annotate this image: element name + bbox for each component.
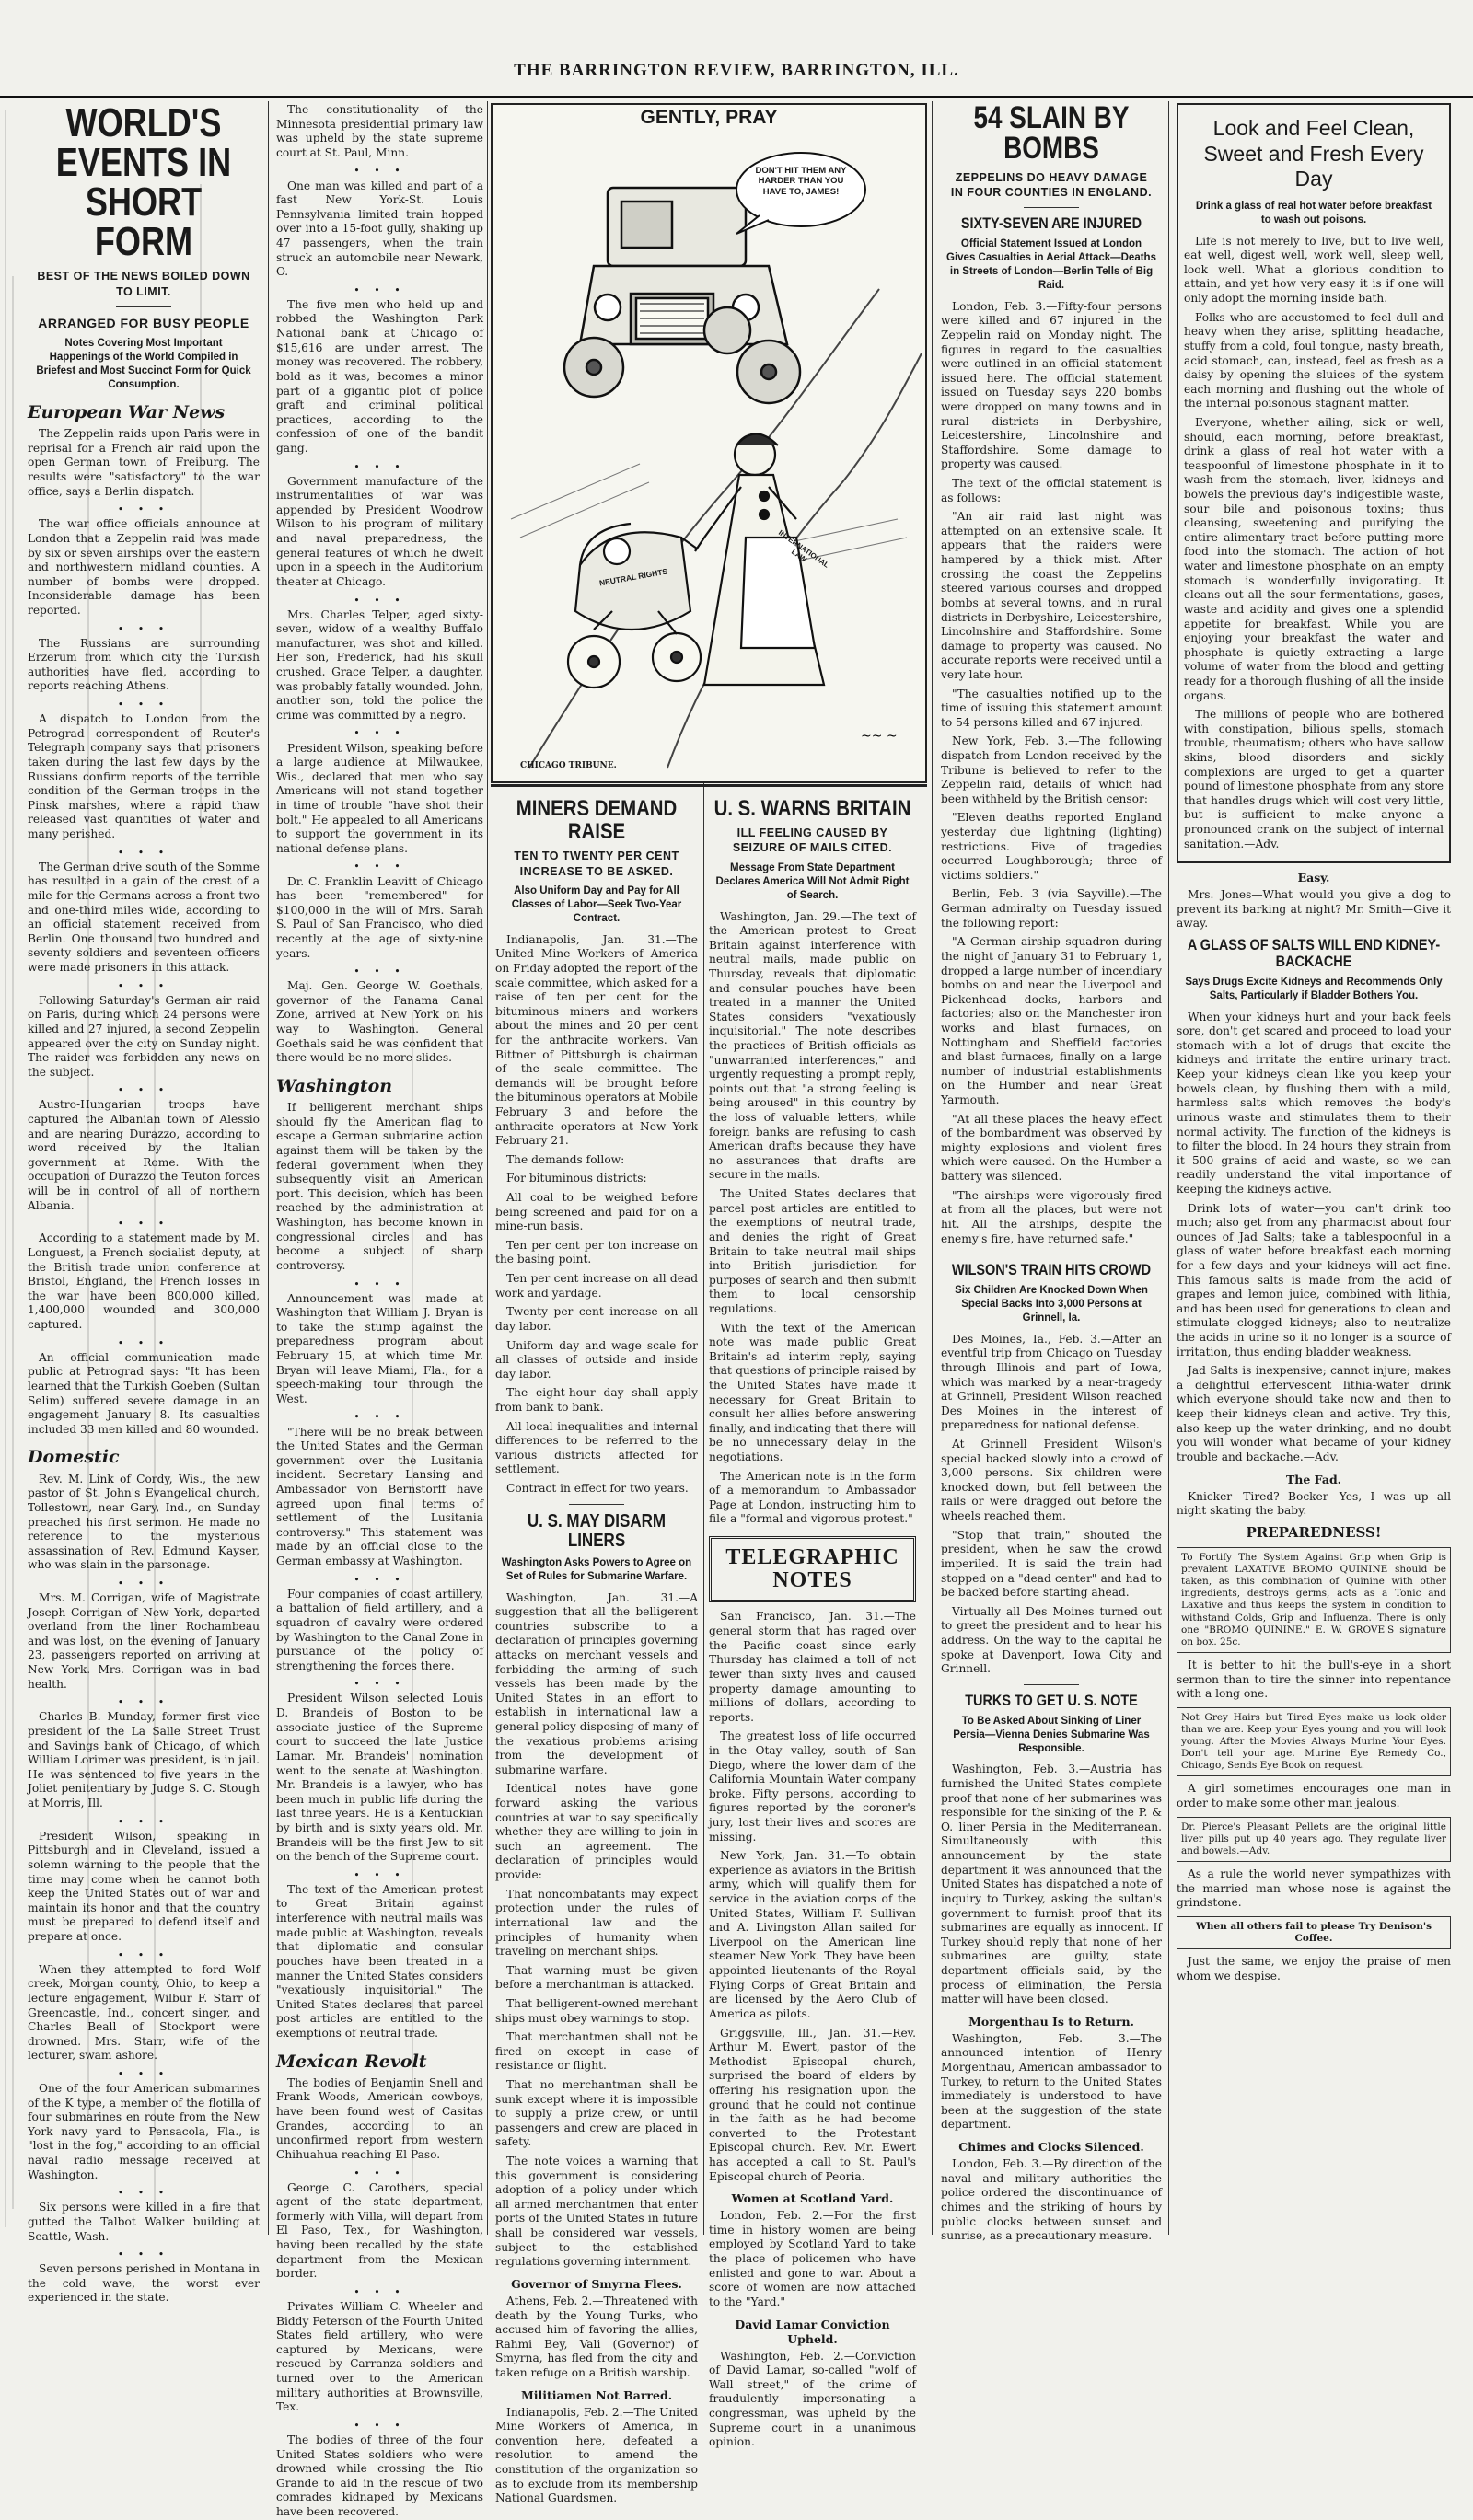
paragraph: The constitutionality of the Minnesota presidential primary law was upheld by the state supreme court at St. Paul, Minn.	[276, 103, 483, 159]
subdeck-miners: Also Uniform Day and Pay for All Classes of Labor—Seek Two-Year Contract.	[511, 884, 682, 924]
paragraph: The text of the official statement is as follows:	[941, 477, 1162, 504]
item-separator: • • •	[354, 460, 406, 473]
item-scotland-yard: London, Feb. 2.—For the first time in history women are being employed by Scotland Yard to take the place of policemen who have enlisted and gone to war. About a score of women are now attached to the "Yard."	[709, 2209, 916, 2308]
section-washington: Washington	[276, 1075, 393, 1096]
item-separator: • • •	[354, 1277, 406, 1290]
item-militia: Indianapolis, Feb. 2.—The United Mine Workers of America, in convention here, defeated a resolution to amend the constitution of the organization so as to exclude from its membership National Guardsmen.	[495, 2405, 698, 2505]
column-5	[941, 100, 1162, 2243]
paragraph: Virtually all Des Moines turned out to greet the president and to hear his address. On the way to the capital he spoke at Davenport, Iowa City and Grinnell.	[941, 1604, 1162, 1676]
section-domestic: Domestic	[28, 1447, 120, 1468]
item-morgenthau: Washington, Feb. 3.—The announced intention of Henry Morgenthau, American ambassador to Turkey, to return to the United States immediately is understood to have been at the suggestion of the state department.	[941, 2031, 1162, 2132]
section-european-war: European War News	[28, 401, 226, 422]
paragraph: "At all these places the heavy effect of the bombardment was observed by mighty explosions and violent fires which were caused. On the Humber a battery was silenced.	[941, 1112, 1162, 1184]
subdeck-warns-britain: Message From State Department Declares America Will Not Admit Right of Search.	[715, 861, 910, 901]
label-international-law: INTERNATIONAL LAW	[776, 528, 831, 570]
paragraph: President Wilson, speaking in Pittsburgh and in Cleveland, issued a solemn warning to the people that the time may come when he cannot both keep the United States out of war and maintain its honor and that the country must be prepared to defend itself and prepare at once.	[28, 1829, 260, 1943]
item-separator: • • •	[354, 2419, 406, 2432]
paragraph: "Eleven deaths reported England yesterday due lightning (lighting) restrictions. Five of tragedies occurred Loughborough; three of victims soldiers."	[941, 811, 1162, 882]
item-separator: • • •	[117, 503, 170, 516]
paragraph: A dispatch to London from the Petrograd correspondent of Reuter's Telegraph company says that prisoners taken during the last few days by the Russians confirm reports of the terrible condition of the German troops in the Pinsk marshes, where a rapid thaw released vast quantities of water and many perished.	[28, 712, 260, 841]
item-separator: • • •	[354, 1868, 406, 1881]
column-rule	[487, 101, 488, 2235]
paragraph: That merchantmen shall not be fired on except in case of resistance or flight.	[495, 2030, 698, 2073]
paragraph: New York, Jan. 31.—To obtain experience as aviators in the British army, which will qualify them for service in the aviation corps of the United States, William F. Sullivan and A. Livingston Allan sailed for Liverpool on the American line steamer New York. They have been appointed lieutenants of the Royal Flying Corps of Great Britain and are licensed by the Aero Club of America as pilots.	[709, 1849, 916, 2020]
paragraph: "An air raid last night was attempted on an extensive scale. It appears that the raiders were hampered by a thick mist. After crossing the coast the Zeppelins steered various courses and dropped bombs at several towns, and in rural districts in Derbyshire, Leicestershire, Lincolnshire and Staffordshire. Some damage to property was caused. No accurate reports were received until a very late hour.	[941, 510, 1162, 681]
item-head-chimes: Chimes and Clocks Silenced.	[958, 2140, 1144, 2155]
deck-best-of-news: BEST OF THE NEWS BOILED DOWN TO LIMIT.	[37, 270, 250, 298]
ad-denison: When all others fail to please Try Denison's Coffee.	[1177, 1916, 1451, 1949]
paragraph: The greatest loss of life occurred in the Otay valley, south of San Diego, where the lower dam of the California Mountain Water company broke. Fifty persons, according to figures reported by the coroner's jury, lost their lives and scores are missing.	[709, 1729, 916, 1844]
svg-text:~~ ~: ~~ ~	[861, 729, 898, 744]
headline-turks: TURKS TO GET U. S. NOTE	[965, 1691, 1138, 1709]
headline-sixty-seven: SIXTY-SEVEN ARE INJURED	[960, 214, 1142, 233]
subdeck-disarm: Washington Asks Powers to Agree on Set of Rules for Submarine Warfare.	[501, 1556, 692, 1582]
paragraph: Following Saturday's German air raid on Paris, during which 24 persons were killed and 27 injured, a second Zeppelin appeared over the city on Sunday night. The raider was forbidden any news on the subject.	[28, 993, 260, 1079]
paragraph: "A German airship squadron during the night of January 31 to February 1, dropped a large number of incendiary bombs on and near the Liverpool and Pickenhead docks, harbors and factories; also on the Manchester iron works and blast furnaces, on Nottingham and Sheffield factories and blast furnaces, finally on a large number of industrial establishments on the Humber and near Great Yarmouth.	[941, 935, 1162, 1107]
column-4	[709, 792, 916, 2449]
ad-hot-water	[1177, 103, 1451, 863]
cartoon-drawing	[493, 133, 922, 768]
ad-preparedness-title: PREPAREDNESS!	[1246, 1523, 1382, 1541]
item-separator: • • •	[354, 165, 406, 178]
label-neutral-rights: NEUTRAL RIGHTS	[598, 566, 668, 588]
headline-wilson-train: WILSON'S TRAIN HITS CROWD	[951, 1261, 1152, 1279]
ad-salts-title: A GLASS OF SALTS WILL END KIDNEY-BACKACHE	[1187, 936, 1441, 970]
paragraph: Charles B. Munday, former first vice president of the La Salle Street Trust and Savings bank of Chicago, of which William Lorimer was president, is in jail. He was sentenced to five years in the Joliet penitentiary by Judge S. C. Stough at Morris, Ill.	[28, 1710, 260, 1810]
ad-salts-body	[1177, 1011, 1451, 1465]
paragraph: "There will be no break between the United States and the German government over the Lusitania incident. Secretary Lansing and Ambassador von Bernstorff have agreed upon final terms of settlement of the Lusitania controversy." This statement was made by an official close to the German embassy at Washington.	[276, 1425, 483, 1568]
paragraph: Griggsville, Ill., Jan. 31.—Rev. Arthur M. Ewert, pastor of the Methodist Episcopal church, surprised the board of elders by offering his resignation upon the ground that he could not continue in the faith as he had become converted to the Protestant Episcopal church. Rev. Mr. Ewert has accepted a call to St. Paul's Episcopal church of Peoria.	[709, 2026, 916, 2183]
paragraph: The text of the American protest to Great Britain against interference with neutral mails was made public at Washington, reveals that diplomatic and consular pouches have been treated in a manner the United States considers "vexatiously inquisitorial." The United States declares that parcel post articles are entitled to the exemptions of neutral trade.	[276, 1882, 483, 2040]
subdeck-turks: To Be Asked About Sinking of Liner Persia—Vienna Denies Submarine Was Responsible.	[953, 1715, 1150, 1754]
paragraph: Contract in effect for two years.	[506, 1482, 689, 1496]
filler-grindstone: As a rule the world never sympathizes with the married man whose nose is against the grindstone.	[1177, 1867, 1451, 1910]
paragraph: The note voices a warning that this government is considering adoption of a policy under which all armed merchantmen that enter ports of the United States in future shall be considered war vessels, subject to the established regulations governing internment.	[495, 2155, 698, 2269]
column-3	[495, 792, 698, 2505]
paragraph: Uniform day and wage scale for all classes of outside and inside day labor.	[495, 1338, 698, 1381]
paragraph: The five men who held up and robbed the Washington Park National bank at Chicago of $15,616 are under arrest. The money was recovered. The robbery, bold as it was, becomes a minor part of a gigantic plot of police graft and criminal political practices, according to the confession of one of the bandit gang.	[276, 297, 483, 455]
paragraph: Indianapolis, Jan. 31.—The United Mine Workers of America on Friday adopted the report of the scale committee, which asked for a raise of ten per cent for the bituminous miners and workers about the mines and 20 per cent for the anthracite workers. Van Bittner of Pittsburgh is chairman of the scale committee. The demands will be brought before the bituminous operators at Mobile February 3 and before the anthracite operators at New York February 21.	[495, 932, 698, 1148]
filler-praise: Just the same, we enjoy the praise of men whom we despise.	[1177, 1955, 1451, 1982]
paragraph: Mrs. M. Corrigan, wife of Magistrate Joseph Corrigan of New York, departed overland from the liner Rochambeau and was lost, on the evening of January 23, passengers reported on arriving at New York. Mrs. Corrigan was in bad health.	[28, 1591, 260, 1691]
item-separator: • • •	[354, 594, 406, 607]
paragraph: Des Moines, Ia., Feb. 3.—After an eventful trip from Chicago on Tuesday through Illinois and part of Iowa, which was marked by a near-tragedy at Grinnell, President Wilson reached Des Moines in the interest of preparedness for national defense.	[941, 1332, 1162, 1432]
story-zeppelins	[941, 300, 1162, 1246]
paragraph: Six persons were killed in a fire that gutted the Talbot Walker building at Seattle, Wash.	[28, 2201, 260, 2243]
paragraph: Washington, Feb. 3.—Austria has furnished the United States complete proof that none of her submarines was responsible for the sinking of the P. & O. liner Persia in the Mediterranean. Simultaneously with this announcement by the state department it was announced that the United States has dispatched a note of inquiry to Turkey, asking the sultan's government to furnish proof that its submarines are equally as innocent. If Turkey should reply that none of her submarines are guilty, state department officials said, by the process of elimination, the Persia matter will have been closed.	[941, 1763, 1162, 2006]
deck-busy-people: ARRANGED FOR BUSY PEOPLE	[38, 315, 249, 330]
paragraph: Seven persons perished in Montana in the cold wave, the worst ever experienced in the state.	[28, 2262, 260, 2305]
story-disarm	[495, 1591, 698, 2270]
item-separator: • • •	[354, 283, 406, 296]
subdeck: Notes Covering Most Important Happenings of the World Compiled in Briefest and Most Succinct Form for Quick Consumption.	[36, 338, 251, 390]
filler-bulls-eye: It is better to hit the bull's-eye in a short sermon than to tire the sinner into repentance with a long one.	[1177, 1658, 1451, 1701]
filler-girl: A girl sometimes encourages one man in order to make some other man jealous.	[1177, 1782, 1451, 1809]
paragraph: Twenty per cent increase on all day labor.	[495, 1305, 698, 1333]
paragraph: An official communication made public at Petrograd says: "It has been learned that the Turkish Goeben (Sultan Selim) suffered severe damage in an engagement January 8. Its casualties included 33 men killed and 80 wounded.	[28, 1350, 260, 1436]
divider	[1024, 1684, 1079, 1685]
column-rule	[268, 101, 269, 2235]
masthead-title: THE BARRINGTON REVIEW, BARRINGTON, ILL.	[514, 61, 959, 80]
item-separator: • • •	[117, 846, 170, 859]
paragraph: The German drive south of the Somme has resulted in a gain of the crest of a mile for the Germans across a front two and one-third miles wide, according to an official statement received from Berlin. One thousand two hundred and seventy soldiers and seventeen officers were made prisoners in this attack.	[28, 860, 260, 974]
item-separator: • • •	[117, 979, 170, 992]
ad-hot-water-title: Look and Feel Clean, Sweet and Fresh Every Day	[1203, 116, 1424, 191]
paragraph: Washington, Jan. 31.—A suggestion that all the belligerent countries subscribe to a declaration of principles governing attacks on merchant vessels and forbidding the arming of such vessels has been made by the United States in an effort to establish in international law a general policy disposing of many of the vexatious problems arising from the development of submarine warfare.	[495, 1590, 698, 1776]
telegraphic-items	[709, 1610, 916, 2184]
item-separator: • • •	[354, 1678, 406, 1691]
item-head-scotland-yard: Women at Scotland Yard.	[731, 2191, 894, 2206]
section-mexican-revolt: Mexican Revolt	[276, 2051, 427, 2072]
paragraph: Drink lots of water—you can't drink too much; also get from any pharmacist about four ounces of Jad Salts; take a tablespoonful in a glass of water before breakfast each morning for a few days and your kidneys will act fine. This famous salts is made from the acid of grapes and lemon juice, combined with lithia, and has been used for generations to clean and stimulate clogged kidneys; also to neutralize the acids in urine so it no longer is a source of irritation, thus ending bladder weakness.	[1177, 1201, 1451, 1358]
headline-warns-britain: U. S. WARNS BRITAIN	[713, 796, 911, 821]
news-items-general	[276, 103, 483, 1066]
column-6	[1177, 103, 1451, 2234]
item-separator: • • •	[117, 2187, 170, 2200]
paragraph: Announcement was made at Washington that William J. Bryan is to take the stump against the preparedness program about February 15, at which time Mr. Bryan will leave Miami, Fla., for a speech-making tour through the West.	[276, 1291, 483, 1405]
item-separator: • • •	[354, 861, 406, 873]
paragraph: One man was killed and part of a fast New York-St. Louis Pennsylvania limited train hopped over into a 15-foot gully, shaking up 47 passengers, when the train struck an automobile near Newark, O.	[276, 179, 483, 279]
paragraph: With the text of the American note was made public Great Britain's ad interim reply, saying that questions of principle raised by the United States have made it necessary for Great Britain to consult her allies before answering finally, and indicating that there will be no unnecessary delay in the negotiations.	[709, 1321, 916, 1464]
paragraph: George C. Carothers, special agent of the state department, formerly with Villa, will depart from El Paso, Tex., for Washington, having been recalled by the state department from the Mexican border.	[276, 2180, 483, 2281]
paragraph: Maj. Gen. George W. Goethals, governor of the Panama Canal Zone, arrived at New York on his way to Washington. General Goethals said he was confident that there would be no more slides.	[276, 979, 483, 1065]
story-miners	[495, 933, 698, 1497]
paragraph: The American note is in the form of a memorandum to Ambassador Page at London, instructing him to file a "formal and vigorous protest."	[709, 1469, 916, 1526]
paragraph: The Russians are surrounding Erzerum from which city the Turkish authorities have fled, according to reports reaching Athens.	[28, 636, 260, 693]
ad-murine: Not Grey Hairs but Tired Eyes make us look older than we are. Keep your Eyes young and you will look young. After the Movies Always Murine Your Eyes. Don't tell your age. Murine Eye Remedy Co., Chicago, Sends Eye Book on request.	[1177, 1707, 1451, 1777]
paragraph: The United States declares that parcel post articles are entitled to the exemptions of neutral trade, and denies the right of Great Britain to take neutral mail ships into British jurisdiction for purposes of search and then submit them to local censorship regulations.	[709, 1187, 916, 1315]
story-wilson-train	[941, 1333, 1162, 1677]
paragraph: According to a statement made by M. Longuest, a French socialist deputy, at the British trade union conference at Bristol, England, the French losses in the war have been 800,000 killed, 1,400,000 wounded and 300,000 captured.	[28, 1231, 260, 1332]
item-separator: • • •	[354, 965, 406, 978]
item-smyrna: Athens, Feb. 2.—Threatened with death by the Young Turks, who accused him of favoring the allies, Rahmi Bey, Vali (Governor) of Smyrna, has fled from the city and taken refuge on a British warship.	[495, 2294, 698, 2379]
item-separator: • • •	[354, 2167, 406, 2179]
item-separator: • • •	[117, 1084, 170, 1097]
paragraph: All coal to be weighed before being screened and paid for on a mine-run basis.	[495, 1191, 698, 1233]
divider	[116, 306, 171, 307]
paragraph: The bodies of Benjamin Snell and Frank Woods, American cowboys, have been found west of Casitas Grandes, according to an unconfirmed report from western Chihuahua reaching El Paso.	[276, 2075, 483, 2161]
item-separator: • • •	[117, 2248, 170, 2261]
paragraph: San Francisco, Jan. 31.—The general storm that has raged over the Pacific coast since early Thursday has claimed a toll of not fewer than sixty lives and caused property damage amounting to millions of dollars, according to reports.	[709, 1610, 916, 1724]
deck-zeppelins: ZEPPELINS DO HEAVY DAMAGE IN FOUR COUNTIES IN ENGLAND.	[950, 170, 1153, 199]
ad-pierce: Dr. Pierce's Pleasant Pellets are the original little liver pills put up 40 years ago. They regulate liver and bowels.—Adv.	[1177, 1817, 1451, 1862]
paragraph: Austro-Hungarian troops have captured the Albanian town of Alessio and are nearing Durazzo, according to word received by the Italian government at Rome. With the occupation of Durazzo the Teuton forces will be in control of all of northern Albania.	[28, 1098, 260, 1212]
item-chimes: London, Feb. 3.—By direction of the naval and military authorities the police ordered the discontinuance of chimes and the striking of hours by public clocks between sunset and sunrise, as a precautionary measure.	[941, 2157, 1162, 2243]
paragraph: "The casualties notified up to the time of issuing this statement amount to 54 persons killed and 67 injured.	[941, 687, 1162, 729]
item-separator: • • •	[117, 2067, 170, 2080]
joke-fad: Knicker—Tired? Bocker—Yes, I was up all night skating the baby.	[1177, 1489, 1451, 1518]
headline-54-slain: 54 SLAIN BY BOMBS	[973, 100, 1130, 167]
joke-fad-head: The Fad.	[1285, 1472, 1342, 1486]
paragraph: Jad Salts is inexpensive; cannot injure; makes a delightful effervescent lithia-water drink which everyone should take now and then to keep their kidneys clean and active. Try this, also keep up the water drinking, and no doubt you will wonder what became of your kidney trouble and backache.—Adv.	[1177, 1364, 1451, 1463]
paragraph: Washington, Jan. 29.—The text of the American protest to Great Britain against interference with neutral mails, made public on Thursday, reveals that diplomatic and consular pouches have been treated in a manner the United States considers "vexatiously inquisitorial." The note describes the practices of British officials as "unwarranted interferences," and urgently requesting a prompt reply, points out that "a strong feeling is being aroused" in this country by the loss of valuable letters, while foreign banks are refusing to cash American drafts because they have no assurances that drafts are secure in the mails.	[709, 909, 916, 1182]
story-warns-britain	[709, 910, 916, 1528]
item-separator: • • •	[117, 699, 170, 711]
item-separator: • • •	[354, 2285, 406, 2298]
news-items-domestic	[28, 1473, 260, 2306]
item-separator: • • •	[117, 622, 170, 635]
headline-worlds-events: WORLD'S EVENTS IN SHORT FORM	[55, 100, 232, 265]
divider	[569, 1504, 624, 1505]
paragraph: Ten per cent per ton increase on the basing point.	[495, 1238, 698, 1266]
paragraph: Identical notes have gone forward asking the various countries at war to say specifically whether they are willing to join in such an agreement. The declaration of principles would provide:	[495, 1782, 698, 1882]
paragraph: That noncombatants may expect protection under the rules of international law and the principles of humanity when traveling on merchant ships.	[495, 1887, 698, 1959]
paragraph: Four companies of coast artillery, a battalion of field artillery, and a squadron of cavalry were ordered by Washington to the Canal Zone in pursuance of the policy of strengthening the forces there.	[276, 1587, 483, 1672]
cartoon-title: GENTLY, PRAY	[640, 107, 778, 128]
paragraph: That warning must be given before a merchantman is attacked.	[495, 1963, 698, 1992]
ad-hot-water-body	[1184, 235, 1444, 852]
deck-warns-britain: ILL FEELING CAUSED BY SEIZURE OF MAILS CITED.	[732, 827, 893, 855]
ad-salts-sub: Says Drugs Excite Kidneys and Recommends Only Salts, Particularly if Bladder Bothers You.	[1185, 976, 1443, 1001]
paragraph: President Wilson selected Louis D. Brandeis of Boston to be associate justice of the Supreme court to succeed the late Justice Lamar. Mr. Brandeis' nomination went to the senate at Washington. Mr. Brandeis is a lawyer, who has been much in public life during the last three years. He is a Kentuckian by birth and is sixty years old. Mr. Brandeis will be the first Jew to sit on the bench of the Supreme court.	[276, 1692, 483, 1864]
item-head-morgenthau: Morgenthau Is to Return.	[968, 2014, 1134, 2029]
paragraph: The Zeppelin raids upon Paris were in reprisal for a French air raid upon the open German town of Freiburg. The results were "satisfactory" to the war office, says a Berlin dispatch.	[28, 427, 260, 498]
cartoon-credit: CHICAGO TRIBUNE.	[520, 761, 617, 770]
ad-hot-water-sub: Drink a glass of real hot water before breakfast to wash out poisons.	[1195, 200, 1432, 225]
column-rule	[1168, 101, 1169, 2235]
paragraph: New York, Feb. 3.—The following dispatch from London received by the Tribune is believed to refer to the Zeppelin raid, details of which had been withheld by the British censor:	[941, 734, 1162, 805]
paragraph: Ten per cent increase on all dead work and yardage.	[495, 1272, 698, 1300]
paragraph: The war office officials announce at London that a Zeppelin raid was made by six or seven airships over the eastern and northwestern midland counties. A number of bombs were dropped. Inconsiderable damage has been reported.	[28, 517, 260, 617]
paragraph: Life is not merely to live, but to live well, eat well, digest well, work well, sleep well, look well. What a glorious condition to attain, and yet how very easy it is if one will only adopt the morning inside bath.	[1184, 234, 1444, 306]
item-separator: • • •	[117, 1336, 170, 1349]
headline-disarm-liners: U. S. MAY DISARM LINERS	[527, 1510, 667, 1551]
paragraph: Folks who are accustomed to feel dull and heavy when they arise, splitting headache, stuffy from a cold, foul tongue, nasty breath, acid stomach, can, instead, feel as fresh as a daisy by opening the sluices of the system each morning and flushing out the whole of the internal poisonous stagnant matter.	[1184, 310, 1444, 410]
paragraph: The millions of people who are bothered with constipation, bilious spells, stomach trouble, rheumatism; others who have sallow skins, blood disorders and sickly complexions are urged to get a quarter pound of limestone phosphate from any store that handles drugs which will cost very little, but is sufficient to make anyone a pronounced crank on the subject of internal sanitation.—Adv.	[1184, 708, 1444, 850]
headline-miners: MINERS DEMAND RAISE	[516, 796, 678, 845]
paragraph: Mrs. Charles Telper, aged sixty-seven, widow of a wealthy Buffalo manufacturer, was shot and killed. Her son, Frederick, had his skull crushed. Grace Telper, a daughter, was probably fatally wounded. John, another son, told the police the crime was committed by a negro.	[276, 607, 483, 722]
item-separator: • • •	[117, 1948, 170, 1961]
column-rule	[932, 101, 933, 2235]
joke-easy-head: Easy.	[1297, 871, 1330, 885]
paragraph: "The airships were vigorously fired at from all the places, but were not hit. All the airships, despite the enemy's fire, have returned safe."	[941, 1188, 1162, 1245]
paragraph: For bituminous districts:	[506, 1172, 647, 1185]
editorial-cartoon	[491, 103, 927, 783]
paragraph: When your kidneys hurt and your back feels sore, don't get scared and proceed to load your stomach with a lot of drugs that excite the kidneys and irritate the entire urinary tract. Keep your kidneys clean like you keep your bowels clean, by flushing them with a mild, harmless salts which removes the body's urinous waste and stimulates them to their normal activity. The function of the kidneys is to filter the blood. In 24 hours they strain from it 500 grains of acid and waste, so we can readily understand the vital importance of keeping the kidneys active.	[1177, 1010, 1451, 1196]
paragraph: At Grinnell President Wilson's special backed slowly into a crowd of 3,000 persons. Six children were knocked down, but fell between the rails or were dragged out before the wheels reached them.	[941, 1438, 1162, 1523]
paragraph: Dr. C. Franklin Leavitt of Chicago has been "remembered" for $100,000 in the will of Mrs. Sarah S. Paul of San Francisco, who died recently at the age of sixty-nine years.	[276, 874, 483, 960]
news-items-european	[28, 427, 260, 1437]
item-head-lamar: David Lamar Conviction Upheld.	[735, 2317, 890, 2346]
item-separator: • • •	[117, 1815, 170, 1828]
story-turks	[941, 1763, 1162, 2006]
item-lamar: Washington, Feb. 2.—Conviction of David Lamar, so-called "wolf of Wall street," of the crime of fraudulently impersonating a congressman, was upheld by the Supreme court in a unanimous opinion.	[709, 2349, 916, 2449]
subdeck-zeppelins: Official Statement Issued at London Gives Casualties in Aerial Attack—Deaths in Streets of London—Berlin Tells of Big Raid.	[946, 237, 1156, 291]
news-items-mexico	[276, 2076, 483, 2520]
paragraph: The demands follow:	[506, 1152, 625, 1166]
news-items-washington	[276, 1101, 483, 2040]
paragraph: One of the four American submarines of the K type, a member of the flotilla of four submarines en route from the New York navy yard to Pensacola, Fla., is "lost in the fog," according to an official naval radio message received at Washington.	[28, 2082, 260, 2181]
item-separator: • • •	[117, 1696, 170, 1709]
item-separator: • • •	[117, 1218, 170, 1231]
paragraph: "Stop that train," shouted the president, when he saw the crowd imperiled. It is said the train had stopped on a "dead center" and had to be backed before starting ahead.	[941, 1528, 1162, 1600]
paragraph: President Wilson, speaking before a large audience at Milwaukee, Wis., declared that men who say Americans will not stand together in time of trouble "have shot their bolt." He appealed to all Americans to support the government in its national defense plans.	[276, 741, 483, 855]
deck-miners: TEN TO TWENTY PER CENT INCREASE TO BE ASKED.	[514, 850, 679, 878]
paragraph: Government manufacture of the instrumentalities of war was appended by President Woodrow Wilson to his program of military and naval preparedness, the general features of which he dwelt upon in a speech in the Auditorium theater at Chicago.	[276, 474, 483, 588]
ad-preparedness: To Fortify The System Against Grip when Grip is prevalent LAXATIVE BROMO QUININE should be taken, as this combination of Quinine with other ingredients, destroys germs, acts as a Tonic and Laxative and thus keeps the system in condition to withstand Colds, Grip and Influenza. There is only one "BROMO QUININE." E. W. GROVE'S signature on box. 25c.	[1177, 1547, 1451, 1653]
item-head-militia: Militiamen Not Barred.	[520, 2387, 673, 2402]
item-separator: • • •	[354, 1411, 406, 1424]
divider	[1024, 207, 1079, 208]
column-1	[28, 100, 260, 2305]
paragraph: That no merchantman shall be sunk except where it is impossible to supply a prize crew, or until passengers and crew are placed in safety.	[495, 2078, 698, 2149]
paragraph: Everyone, whether ailing, sick or well, should, each morning, before breakfast, drink a glass of real hot water with a teaspoonful of limestone phosphate in it to wash from the stomach, liver, kidneys and bowels the previous day's indigestible waste, sour bile and poisonous toxins; thus cleansing, sweetening and purifying the entire alimentary tract before putting more food into the stomach. The action of hot water and limestone phosphate on an empty stomach is wonderfully invigorating. It cleans out all the sour fermentations, gases, waste and acidity and gives one a splendid appetite for breakfast. While you are enjoying your breakfast the water and phosphate is quietly extracting a large volume of water from the blood and getting ready for a thorough flushing of all the inside organs.	[1184, 415, 1444, 702]
masthead	[0, 0, 1473, 98]
paragraph: All local inequalities and internal differences to be referred to the various districts affected for settlement.	[495, 1419, 698, 1476]
column-2	[276, 103, 483, 2518]
paragraph: Rev. M. Link of Cordy, Wis., the new pastor of St. John's Evangelical church, Tollestown, near Gary, Ind., on Sunday preached his first sermon. He made no reference to the mysterious assassination of Rev. Edmund Kayser, who was slain in the parsonage.	[28, 1472, 260, 1572]
paragraph: That belligerent-owned merchant ships must obey warnings to stop.	[495, 1996, 698, 2025]
item-head-smyrna: Governor of Smyrna Flees.	[511, 2276, 682, 2291]
paragraph: If belligerent merchant ships should fly the American flag to escape a German submarine action against them will be taken by the federal government when they subsequently visit an American port. This decision, which has been reached by the administration at Washington, has become known in congressional circles and has become a subject of sharp controversy.	[276, 1101, 483, 1272]
paragraph: The eight-hour day shall apply from bank to bank.	[495, 1386, 698, 1414]
item-separator: • • •	[354, 727, 406, 740]
paragraph: When they attempted to ford Wolf creek, Morgan county, Ohio, to keep a lecture engagement, Wilbur F. Starr of Greencastle, Ind., concert singer, and Charles Beall of Stockport were drowned. Mrs. Starr, wife of the lecturer, swam ashore.	[28, 1962, 260, 2063]
item-separator: • • •	[354, 1573, 406, 1586]
paragraph: Berlin, Feb. 3 (via Sayville).—The German admiralty on Tuesday issued the following report:	[941, 887, 1162, 930]
column-rule	[703, 782, 704, 2235]
joke-easy: Mrs. Jones—What would you give a dog to prevent its barking at night? Mr. Smith—Give it away.	[1177, 888, 1451, 931]
paragraph: The bodies of three of the four United States soldiers who were drowned while crossing the Rio Grande to aid in the rescue of two comrades kidnaped by Mexicans have been recovered.	[276, 2433, 483, 2518]
speech-balloon: DON'T HIT THEM ANY HARDER THAN YOU HAVE TO, JAMES!	[755, 166, 847, 197]
paragraph: London, Feb. 3.—Fifty-four persons were killed and 67 injured in the Zeppelin raid on Monday night. The figures in regard to the casualties were outlined in an official statement issued here. The official statement issued on Tuesday says 220 bombs were dropped on many towns and in rural districts in Derbyshire, Leicestershire, Lincolnshire and Staffordshire. Some damage to property was caused.	[941, 299, 1162, 471]
item-separator: • • •	[117, 1577, 170, 1589]
divider	[491, 784, 927, 787]
subdeck-wilson-train: Six Children Are Knocked Down When Special Backs Into 3,000 Persons at Grinnell, Ia.	[955, 1284, 1148, 1324]
paragraph: Privates William C. Wheeler and Biddy Peterson of the Fourth United States field artillery, who were captured by Mexicans, were rescued by Carranza soldiers and turned over to the American military authorities at Brownsville, Tex.	[276, 2299, 483, 2414]
telegraphic-notes-box: TELEGRAPHIC NOTES	[709, 1536, 916, 1602]
